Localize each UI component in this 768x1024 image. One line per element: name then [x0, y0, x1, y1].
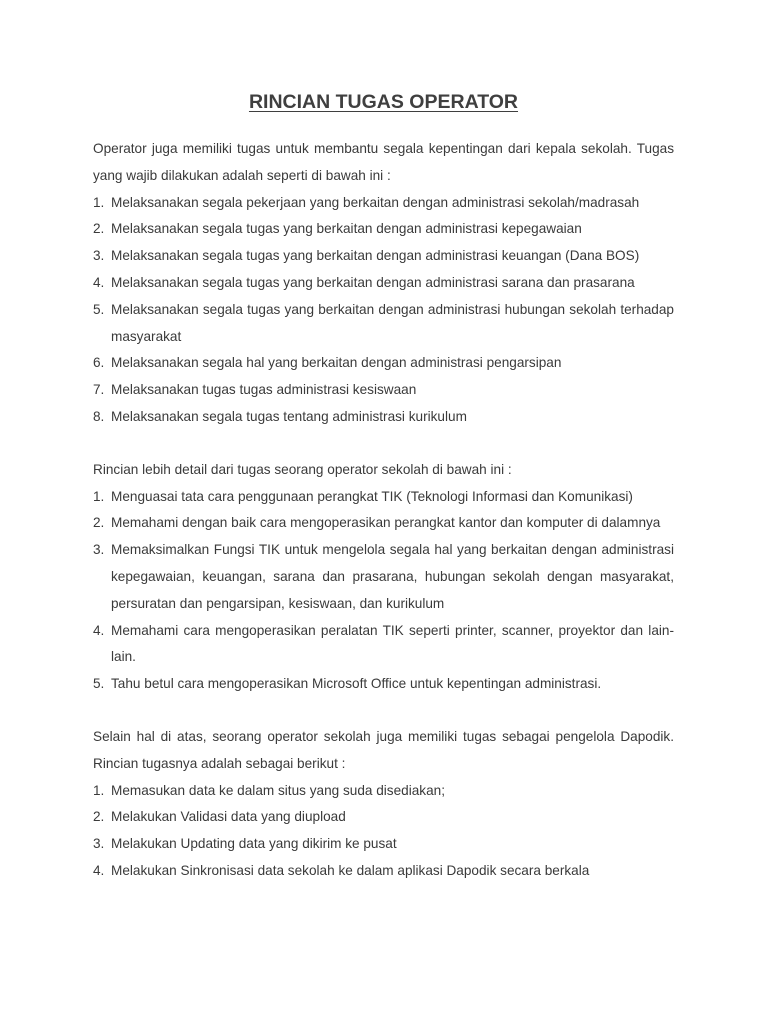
list-item-text: Melaksanakan segala tugas yang berkaitan dengan administrasi sarana dan prasarana	[111, 274, 635, 290]
list-item-text: Memahami dengan baik cara mengoperasikan perangkat kantor dan komputer di dalamnya	[111, 515, 661, 531]
list-item-text: Memaksimalkan Fungsi TIK untuk mengelola segala hal yang berkaitan dengan administrasi kepegawaian, keuangan, sarana dan prasarana, hubungan sekolah dengan masyarakat, persuratan dan pengarsipan, kesiswaan, dan kurikulum	[111, 542, 674, 611]
list-item	[93, 377, 674, 404]
list-item-text: Memahami cara mengoperasikan peralatan TIK seperti printer, scanner, proyektor dan lain-lain.	[111, 622, 674, 665]
list-item-number: 1.	[93, 194, 105, 210]
list-item	[93, 831, 674, 858]
list-item	[93, 216, 674, 243]
list-item-text: Melaksanakan segala pekerjaan yang berkaitan dengan administrasi sekolah/madrasah	[111, 194, 640, 210]
section-1-list	[93, 190, 674, 431]
list-item-number: 5.	[93, 301, 105, 317]
list-item-text: Melaksanakan segala tugas yang berkaitan dengan administrasi keuangan (Dana BOS)	[111, 248, 640, 264]
list-item-number: 5.	[93, 676, 105, 692]
list-item	[93, 297, 674, 351]
list-item	[93, 671, 674, 698]
list-item	[93, 804, 674, 831]
section-spacer	[93, 698, 674, 724]
document-title: RINCIAN TUGAS OPERATOR	[248, 91, 519, 113]
document-page	[93, 88, 674, 885]
section-2-intro: Rincian lebih detail dari tugas seorang operator sekolah di bawah ini :	[93, 461, 512, 477]
list-item	[93, 484, 674, 511]
list-item-text: Melakukan Sinkronisasi data sekolah ke dalam aplikasi Dapodik secara berkala	[111, 862, 590, 878]
section-1-intro: Operator juga memiliki tugas untuk membantu segala kepentingan dari kepala sekolah. Tugas yang wajib dilakukan adalah seperti di bawah ini :	[93, 141, 674, 183]
list-item-text: Melaksanakan segala hal yang berkaitan dengan administrasi pengarsipan	[111, 355, 562, 371]
list-item	[93, 618, 674, 672]
list-item	[93, 778, 674, 805]
list-item-text: Melaksanakan segala tugas yang berkaitan dengan administrasi kepegawaian	[111, 221, 582, 237]
list-item-number: 3.	[93, 542, 105, 558]
list-item	[93, 404, 674, 431]
list-item-text: Melaksanakan tugas tugas administrasi kesiswaan	[111, 382, 417, 398]
list-item	[93, 350, 674, 377]
list-item-number: 7.	[93, 382, 105, 398]
list-item-number: 6.	[93, 355, 105, 371]
list-item-number: 3.	[93, 836, 105, 852]
list-item-number: 1.	[93, 782, 105, 798]
list-item	[93, 190, 674, 217]
list-item-number: 2.	[93, 515, 105, 531]
list-item	[93, 270, 674, 297]
list-item-number: 3.	[93, 248, 105, 264]
list-item	[93, 510, 674, 537]
list-item-text: Memasukan data ke dalam situs yang suda disediakan;	[111, 782, 445, 798]
section-2-list	[93, 484, 674, 698]
list-item	[93, 858, 674, 885]
list-item-number: 8.	[93, 408, 105, 424]
list-item	[93, 243, 674, 270]
list-item-text: Melaksanakan segala tugas yang berkaitan dengan administrasi hubungan sekolah terhadap masyarakat	[111, 301, 674, 344]
list-item-number: 2.	[93, 809, 105, 825]
section-spacer	[93, 431, 674, 457]
list-item-number: 4.	[93, 622, 105, 638]
list-item-number: 1.	[93, 488, 105, 504]
list-item	[93, 537, 674, 617]
list-item-number: 4.	[93, 862, 105, 878]
list-item-text: Melakukan Validasi data yang diupload	[111, 809, 346, 825]
section-3-intro: Selain hal di atas, seorang operator sekolah juga memiliki tugas sebagai pengelola Dapodik. Rincian tugasnya adalah sebagai berikut :	[93, 728, 674, 771]
list-item-text: Melaksanakan segala tugas tentang administrasi kurikulum	[111, 408, 467, 424]
list-item-text: Tahu betul cara mengoperasikan Microsoft Office untuk kepentingan administrasi.	[111, 676, 602, 692]
list-item-number: 4.	[93, 274, 105, 290]
section-3-list	[93, 778, 674, 885]
list-item-text: Menguasai tata cara penggunaan perangkat TIK (Teknologi Informasi dan Komunikasi)	[111, 488, 633, 504]
list-item-text: Melakukan Updating data yang dikirim ke pusat	[111, 836, 397, 852]
list-item-number: 2.	[93, 221, 105, 237]
